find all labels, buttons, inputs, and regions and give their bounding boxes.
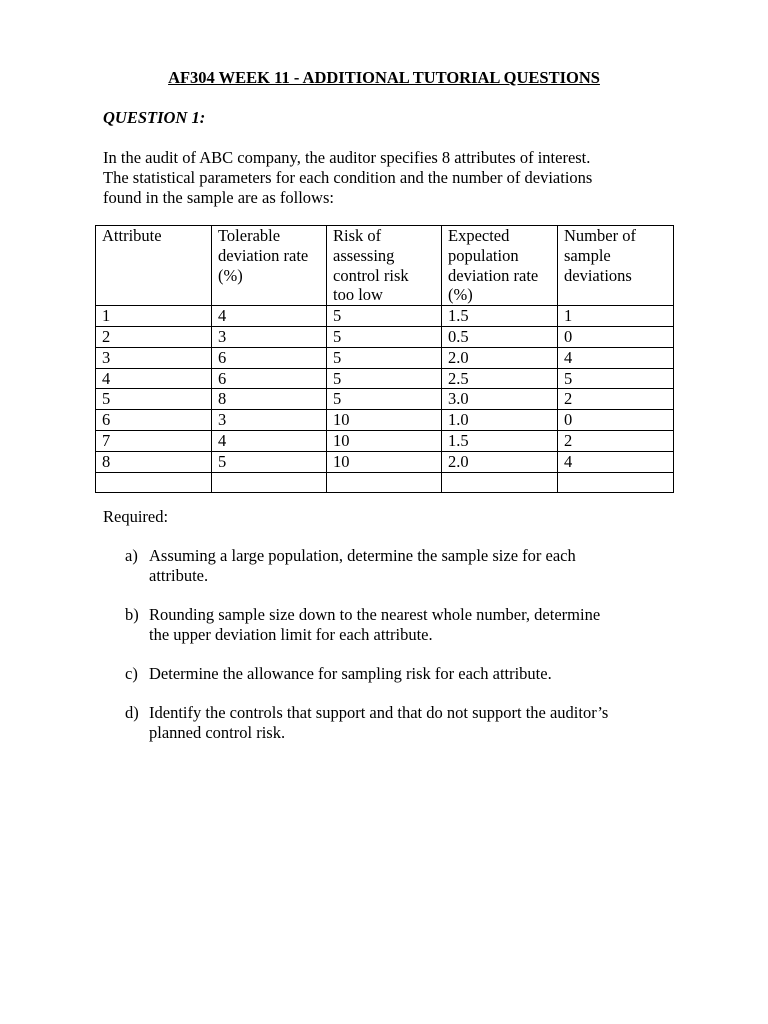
table-cell: 4 (558, 451, 674, 472)
question-text: Rounding sample size down to the nearest whole number, determine the upper deviation limit for each attribute. (149, 605, 601, 644)
table-row (96, 410, 674, 431)
table-cell: 6 (212, 347, 327, 368)
table-cell: 1.5 (442, 306, 558, 327)
table-cell: 5 (96, 389, 212, 410)
header-tolerable-deviation-rate: Tolerable deviation rate (%) (212, 226, 327, 306)
table-cell: 10 (327, 430, 442, 451)
table-cell (96, 472, 212, 492)
table-cell: 2 (96, 326, 212, 347)
table-row (96, 389, 674, 410)
table-row-empty (96, 472, 674, 492)
table-cell: 6 (212, 368, 327, 389)
table-cell: 8 (96, 451, 212, 472)
table-cell: 4 (212, 430, 327, 451)
question-marker: a) (125, 546, 138, 565)
table-cell: 0.5 (442, 326, 558, 347)
table-cell: 4 (212, 306, 327, 327)
header-number-of-sample-deviations: Number of sample deviations (558, 226, 674, 306)
question-marker: c) (125, 664, 138, 683)
table-row (96, 368, 674, 389)
table-cell: 1 (558, 306, 674, 327)
table-cell: 2.5 (442, 368, 558, 389)
intro-line: The statistical parameters for each condition and the number of deviations (103, 167, 593, 187)
table-cell: 0 (558, 410, 674, 431)
table-cell: 7 (96, 430, 212, 451)
header-risk-of-assessing-control-risk: Risk of assessing control risk too low (327, 226, 442, 306)
table-cell (442, 472, 558, 492)
table-row (96, 347, 674, 368)
table-cell: 4 (96, 368, 212, 389)
header-expected-population-deviation-rate: Expected population deviation rate (%) (442, 226, 558, 306)
table-cell: 2.0 (442, 451, 558, 472)
question-text: Identify the controls that support and that do not support the auditor’s planned control risk. (149, 703, 609, 742)
intro-line: found in the sample are as follows: (103, 187, 334, 207)
question-text: Determine the allowance for sampling risk for each attribute. (149, 664, 552, 683)
table-cell: 5 (327, 306, 442, 327)
table-cell: 10 (327, 410, 442, 431)
table-cell: 3 (96, 347, 212, 368)
table-row (96, 451, 674, 472)
document-title: AF304 WEEK 11 - ADDITIONAL TUTORIAL QUESTIONS (168, 68, 600, 87)
table-cell (558, 472, 674, 492)
table-cell: 3 (212, 326, 327, 347)
table-cell: 5 (212, 451, 327, 472)
required-label: Required: (103, 507, 169, 526)
table-cell: 1.5 (442, 430, 558, 451)
table-cell: 8 (212, 389, 327, 410)
table-cell: 5 (327, 389, 442, 410)
table-cell: 4 (558, 347, 674, 368)
table-cell: 5 (327, 326, 442, 347)
intro-paragraph (103, 148, 683, 207)
table-cell (212, 472, 327, 492)
table-row (96, 326, 674, 347)
question-heading: QUESTION 1: (103, 108, 206, 127)
intro-line: In the audit of ABC company, the auditor specifies 8 attributes of interest. (103, 148, 591, 167)
table-cell: 5 (558, 368, 674, 389)
table-cell: 5 (327, 347, 442, 368)
table-cell (327, 472, 442, 492)
table-cell: 5 (327, 368, 442, 389)
table-cell: 0 (558, 326, 674, 347)
table-row (96, 306, 674, 327)
table-cell: 1.0 (442, 410, 558, 431)
table-cell: 2 (558, 430, 674, 451)
table-cell: 3 (212, 410, 327, 431)
table-cell: 2.0 (442, 347, 558, 368)
header-attribute: Attribute (96, 226, 212, 306)
question-text: Assuming a large population, determine the sample size for each attribute. (149, 546, 576, 585)
table-cell: 1 (96, 306, 212, 327)
table-cell: 2 (558, 389, 674, 410)
table-cell: 6 (96, 410, 212, 431)
table-row (96, 430, 674, 451)
attributes-table (95, 225, 674, 493)
table-header-row (96, 226, 674, 306)
table-cell: 10 (327, 451, 442, 472)
question-marker: d) (125, 703, 139, 722)
table-cell: 3.0 (442, 389, 558, 410)
question-marker: b) (125, 605, 139, 624)
